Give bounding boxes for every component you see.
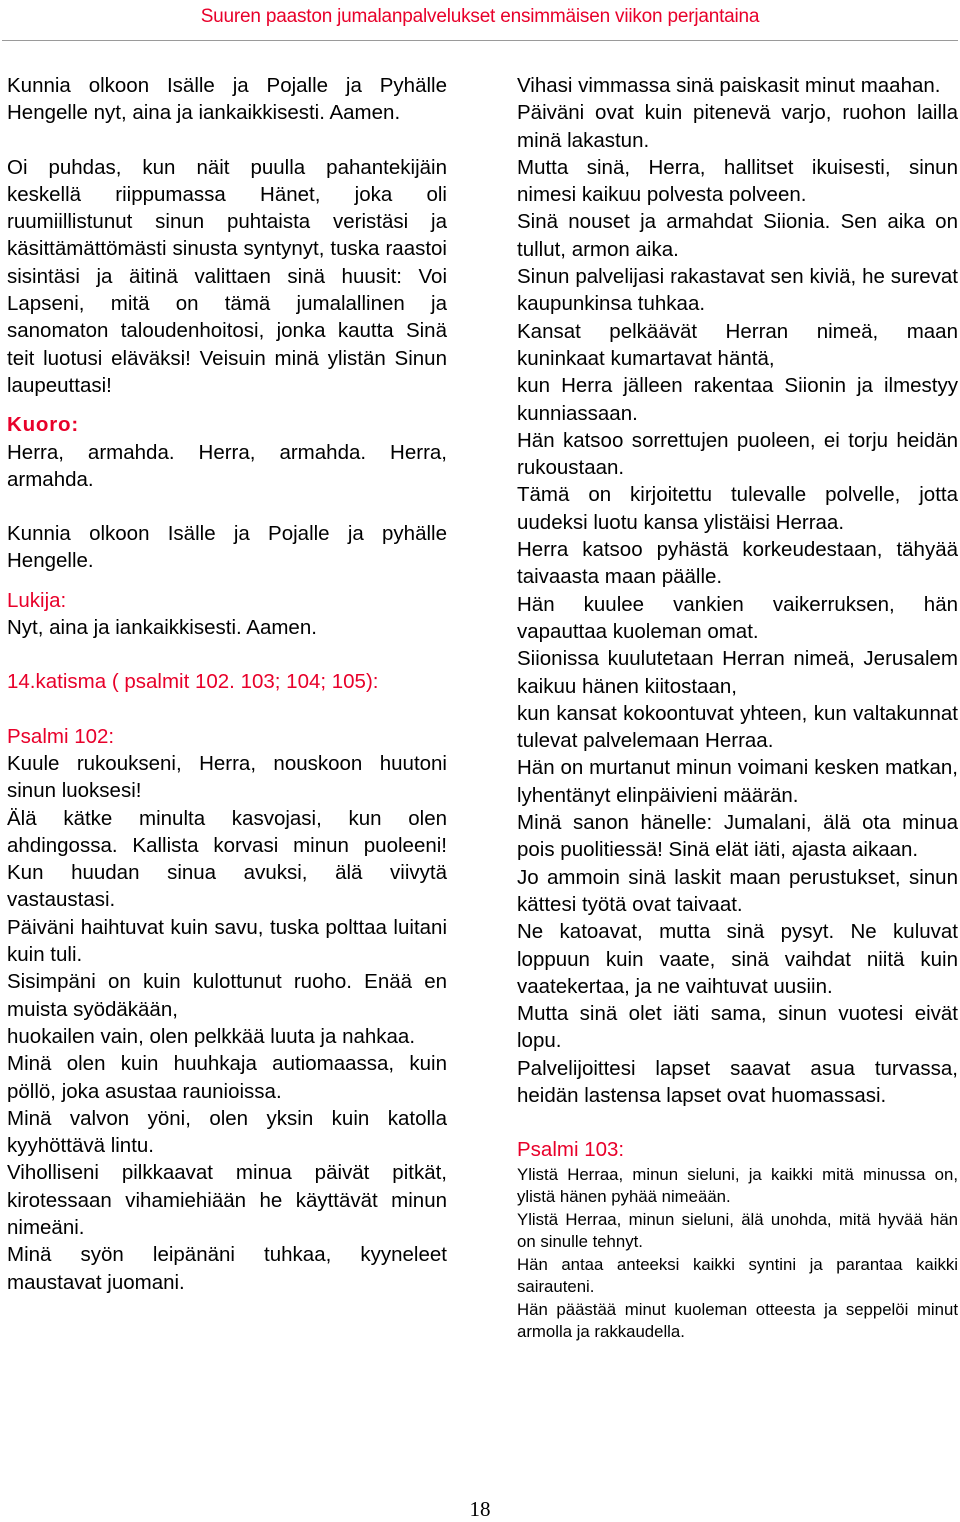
verse: Ne katoavat, mutta sinä pysyt. Ne kuluvat loppuun kuin vaate, sinä vaihdat niitä kuin vaatekertaa, ja ne vaihtuvat uusiin.: [517, 920, 958, 998]
glory-paragraph: Kunnia olkoon Isälle ja Pojalle ja pyhälle Hengelle.: [7, 522, 447, 573]
verse: Kuule rukoukseni, Herra, nouskoon huutoni sinun luoksesi!: [7, 751, 447, 803]
verse: Ylistä Herraa, minun sieluni, älä unohda, mitä hyvää hän on sinulle tehnyt.: [517, 1209, 958, 1252]
verse: huokailen vain, olen pelkkää luuta ja nahkaa.: [7, 1024, 416, 1048]
verse: Mutta sinä, Herra, hallitset ikuisesti, sinun nimesi kaikuu polvesta polveen.: [517, 155, 958, 207]
katisma-heading: 14.katisma ( psalmit 102. 103; 104; 105):: [7, 670, 379, 694]
verse: Mutta sinä olet iäti sama, sinun vuotesi eivät lopu.: [517, 1002, 958, 1053]
verse: Hän katsoo sorrettujen puoleen, ei torju heidän rukoustaan.: [517, 428, 958, 480]
verse: kun Herra jälleen rakentaa Siionin ja ilmestyy kunniassaan.: [517, 374, 958, 425]
psalm-103-verses: [517, 1164, 958, 1344]
verse: Herra katsoo pyhästä korkeudestaan, tähyää taivaasta maan päälle.: [517, 538, 958, 589]
theotokion-paragraph: Oi puhdas, kun näit puulla pahantekijäin keskellä riippumassa Hänet, joka oli ruumiillistunut sinun puhtaista veristäsi ja käsittämättömästi sinusta syntynyt, tuska raastoi sisintäsi ja äitinä valittaen sinä huusit: Voi Lapseni, mitä on tämä jumalallinen ja sanomaton taloudenhoitosi, jonka kautta Sinä teit luotusi eläväksi! Veisuin minä ylistän Sinun laupeuttasi!: [7, 155, 447, 397]
page-number: 18: [469, 1497, 491, 1521]
verse: Sinä nouset ja armahdat Siionia. Sen aika on tullut, armon aika.: [517, 210, 958, 261]
verse: Sisimpäni on kuin kulottunut ruoho. Enää en muista syödäkään,: [7, 970, 447, 1021]
verse: Jo ammoin sinä laskit maan perustukset, sinun kättesi työtä ovat taivaat.: [517, 865, 958, 916]
left-column: [7, 72, 447, 1296]
psalm-103-heading: Psalmi 103:: [517, 1138, 625, 1162]
verse: kun kansat kokoontuvat yhteen, kun valtakunnat tulevat palvelemaan Herraa.: [517, 701, 958, 753]
verse: Siionissa kuulutetaan Herran nimeä, Jerusalem kaikuu hänen kiitostaan,: [517, 647, 958, 698]
verse: Älä kätke minulta kasvojasi, kun olen ahdingossa. Kallista korvasi minun puoleeni! Kun huudan sinua avuksi, älä viivytä vastaustasi.: [7, 806, 447, 912]
running-header: Suuren paaston jumalanpalvelukset ensimmäisen viikon perjantaina: [200, 6, 760, 27]
verse: Päiväni haihtuvat kuin savu, tuska polttaa luitani kuin tuli.: [7, 915, 447, 967]
lukija-text: Nyt, aina ja iankaikkisesti. Aamen.: [7, 616, 317, 640]
psalm-102-heading: Psalmi 102:: [7, 724, 115, 748]
verse: Sinun palvelijasi rakastavat sen kiviä, he surevat kaupunkinsa tuhkaa.: [517, 265, 958, 316]
verse: Minä olen kuin huuhkaja autiomaassa, kuin pöllö, joka asustaa raunioissa.: [7, 1052, 447, 1103]
kuoro-label: Kuoro:: [7, 413, 79, 437]
verse: Ylistä Herraa, minun sieluni, ja kaikki mitä minussa on, ylistä hänen pyhää nimeään.: [517, 1164, 958, 1207]
verse: Minä sanon hänelle: Jumalani, älä ota minua pois puolitiessä! Sinä elät iäti, ajasta aikaan.: [517, 811, 958, 862]
doxology-paragraph: Kunnia olkoon Isälle ja Pojalle ja Pyhälle Hengelle nyt, aina ja iankaikkisesti. Aamen.: [7, 74, 447, 125]
verse: Tämä on kirjoitettu tulevalle polvelle, jotta uudeksi luotu kansa ylistäisi Herraa.: [517, 483, 958, 534]
verse: Hän kuulee vankien vaikerruksen, hän vapauttaa kuoleman omat.: [517, 592, 958, 643]
verse: Hän antaa anteeksi kaikki syntini ja parantaa kaikki sairauteni.: [517, 1254, 958, 1297]
verse: Hän on murtanut minun voimani kesken matkan, lyhentänyt elinpäivieni määrän.: [517, 756, 958, 807]
verse: Vihasi vimmassa sinä paiskasit minut maahan.: [517, 74, 941, 97]
psalm-102-verses-right: [517, 72, 958, 1109]
verse: Päiväni ovat kuin pitenevä varjo, ruohon lailla minä lakastun.: [517, 101, 958, 152]
verse: Hän päästää minut kuoleman otteesta ja seppelöi minut armolla ja rakkaudella.: [517, 1299, 958, 1342]
psalm-102-verses-left: [7, 750, 447, 1296]
verse: Kansat pelkäävät Herran nimeä, maan kuninkaat kumartavat häntä,: [517, 319, 958, 370]
verse: Viholliseni pilkkaavat minua päivät pitkät, kirotessaan vihamiehiään he käyttävät minun nimeäni.: [7, 1161, 447, 1239]
verse: Minä syön leipänäni tuhkaa, kyyneleet maustavat juomani.: [7, 1243, 447, 1294]
kuoro-text: Herra, armahda. Herra, armahda. Herra, armahda.: [7, 440, 447, 491]
header-rule: [2, 40, 958, 41]
verse: Minä valvon yöni, olen yksin kuin katolla kyyhöttävä lintu.: [7, 1106, 447, 1158]
right-column: [517, 72, 958, 1344]
lukija-label: Lukija:: [7, 588, 67, 612]
verse: Palvelijoittesi lapset saavat asua turvassa, heidän lastensa lapset ovat huomassasi.: [517, 1056, 958, 1107]
